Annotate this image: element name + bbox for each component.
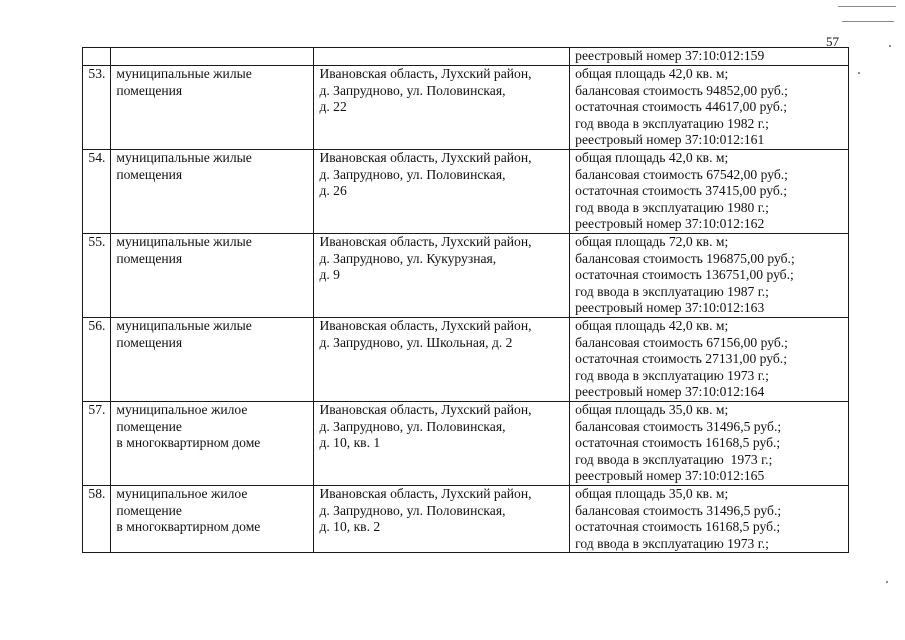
- name-cell: [111, 66, 314, 150]
- name-line: муниципальное жилое: [116, 402, 248, 417]
- address-line: д. 22: [319, 99, 347, 114]
- address-cell: [314, 66, 570, 150]
- characteristics-line: остаточная стоимость 16168,5 руб.;: [575, 435, 781, 450]
- number-cell: [83, 48, 111, 66]
- characteristics-line: реестровый номер 37:10:012:159: [575, 48, 765, 63]
- name-cell: [111, 48, 314, 66]
- address-line: Ивановская область, Лухский район,: [319, 402, 532, 417]
- address-line: д. Запрудново, ул. Половинская,: [319, 82, 506, 98]
- name-line: помещения: [116, 250, 183, 266]
- address-cell: [314, 150, 570, 234]
- address-line: д. Запрудново, ул. Половинская,: [319, 166, 506, 182]
- address-line: д. 10, кв. 1: [319, 435, 381, 450]
- name-line: помещение: [116, 502, 182, 518]
- name-line: помещение: [116, 418, 182, 434]
- row-number: 54.: [83, 150, 111, 234]
- row-number: 55.: [83, 234, 111, 318]
- table-row: [83, 234, 849, 318]
- characteristics-line: остаточная стоимость 27131,00 руб.;: [575, 351, 787, 366]
- address-cell: [314, 234, 570, 318]
- characteristics-line: общая площадь 42,0 кв. м;: [575, 318, 729, 333]
- name-line: помещения: [116, 334, 183, 350]
- name-line: муниципальные жилые: [116, 234, 252, 249]
- table-row: [83, 402, 849, 486]
- characteristics-line: балансовая стоимость 31496,5 руб.;: [575, 418, 782, 434]
- characteristics-line: год ввода в эксплуатацию 1980 г.;: [575, 199, 769, 215]
- name-line: в многоквартирном доме: [116, 435, 261, 450]
- characteristics-line: балансовая стоимость 31496,5 руб.;: [575, 502, 782, 518]
- table-row: [83, 66, 849, 150]
- characteristics-cell: [570, 234, 849, 318]
- characteristics-line: год ввода в эксплуатацию 1973 г.;: [575, 451, 773, 467]
- address-line: д. 26: [319, 183, 347, 198]
- address-line: д. Запрудново, ул. Половинская,: [319, 418, 506, 434]
- characteristics-line: общая площадь 35,0 кв. м;: [575, 402, 729, 417]
- address-cell: [314, 48, 570, 66]
- characteristics-line: балансовая стоимость 94852,00 руб.;: [575, 82, 788, 98]
- name-cell: [111, 234, 314, 318]
- characteristics-line: год ввода в эксплуатацию 1973 г.;: [575, 535, 769, 551]
- characteristics-cell: [570, 486, 849, 553]
- page-number: 57: [826, 34, 839, 49]
- address-line: д. 9: [319, 267, 340, 282]
- table-row: [83, 150, 849, 234]
- name-cell: [111, 318, 314, 402]
- row-number: 56.: [83, 318, 111, 402]
- name-cell: [111, 402, 314, 486]
- characteristics-line: год ввода в эксплуатацию 1982 г.;: [575, 115, 769, 131]
- address-line: Ивановская область, Лухский район,: [319, 318, 532, 333]
- characteristics-line: балансовая стоимость 196875,00 руб.;: [575, 250, 795, 266]
- scan-artifact-dot: [858, 72, 860, 74]
- characteristics-cell: [570, 66, 849, 150]
- address-line: Ивановская область, Лухский район,: [319, 234, 532, 249]
- address-cell: [314, 318, 570, 402]
- property-registry-table: [82, 47, 849, 553]
- characteristics-line: год ввода в эксплуатацию 1973 г.;: [575, 367, 769, 383]
- characteristics-line: остаточная стоимость 37415,00 руб.;: [575, 183, 787, 198]
- address-cell: [314, 402, 570, 486]
- scan-artifact-line: [838, 6, 896, 7]
- scan-artifact-line: [842, 21, 894, 22]
- name-line: помещения: [116, 166, 183, 182]
- characteristics-line: реестровый номер 37:10:012:161: [575, 132, 765, 147]
- address-line: д. 10, кв. 2: [319, 519, 381, 534]
- characteristics-line: остаточная стоимость 44617,00 руб.;: [575, 99, 787, 114]
- characteristics-line: остаточная стоимость 16168,5 руб.;: [575, 519, 781, 534]
- address-line: д. Запрудново, ул. Школьная, д. 2: [319, 334, 513, 350]
- table-row: [83, 486, 849, 553]
- characteristics-cell: [570, 318, 849, 402]
- continued-table-row: [83, 48, 849, 66]
- name-cell: [111, 486, 314, 553]
- characteristics-cell: [570, 48, 849, 66]
- characteristics-line: балансовая стоимость 67542,00 руб.;: [575, 166, 788, 182]
- characteristics-line: общая площадь 72,0 кв. м;: [575, 234, 729, 249]
- address-line: Ивановская область, Лухский район,: [319, 486, 532, 501]
- row-number: 53.: [83, 66, 111, 150]
- name-line: в многоквартирном доме: [116, 519, 261, 534]
- row-number: 58.: [83, 486, 111, 553]
- table-row: [83, 318, 849, 402]
- address-cell: [314, 486, 570, 553]
- name-line: муниципальное жилое: [116, 486, 248, 501]
- name-line: помещения: [116, 82, 183, 98]
- characteristics-cell: [570, 402, 849, 486]
- characteristics-cell: [570, 150, 849, 234]
- row-number: 57.: [83, 402, 111, 486]
- scan-artifact-dot: [889, 45, 891, 47]
- scan-artifact-dot: [886, 581, 888, 583]
- characteristics-line: общая площадь 42,0 кв. м;: [575, 66, 729, 81]
- characteristics-line: год ввода в эксплуатацию 1987 г.;: [575, 283, 769, 299]
- name-line: муниципальные жилые: [116, 66, 252, 81]
- name-line: муниципальные жилые: [116, 318, 252, 333]
- characteristics-line: общая площадь 35,0 кв. м;: [575, 486, 729, 501]
- address-line: Ивановская область, Лухский район,: [319, 150, 532, 165]
- characteristics-line: балансовая стоимость 67156,00 руб.;: [575, 334, 788, 350]
- name-line: муниципальные жилые: [116, 150, 252, 165]
- characteristics-line: реестровый номер 37:10:012:162: [575, 216, 765, 231]
- characteristics-line: реестровый номер 37:10:012:163: [575, 300, 765, 315]
- address-line: д. Запрудново, ул. Половинская,: [319, 502, 506, 518]
- name-cell: [111, 150, 314, 234]
- address-line: д. Запрудново, ул. Кукурузная,: [319, 250, 497, 266]
- characteristics-line: реестровый номер 37:10:012:165: [575, 468, 765, 483]
- address-line: Ивановская область, Лухский район,: [319, 66, 532, 81]
- characteristics-line: остаточная стоимость 136751,00 руб.;: [575, 267, 794, 282]
- characteristics-line: общая площадь 42,0 кв. м;: [575, 150, 729, 165]
- characteristics-line: реестровый номер 37:10:012:164: [575, 384, 765, 399]
